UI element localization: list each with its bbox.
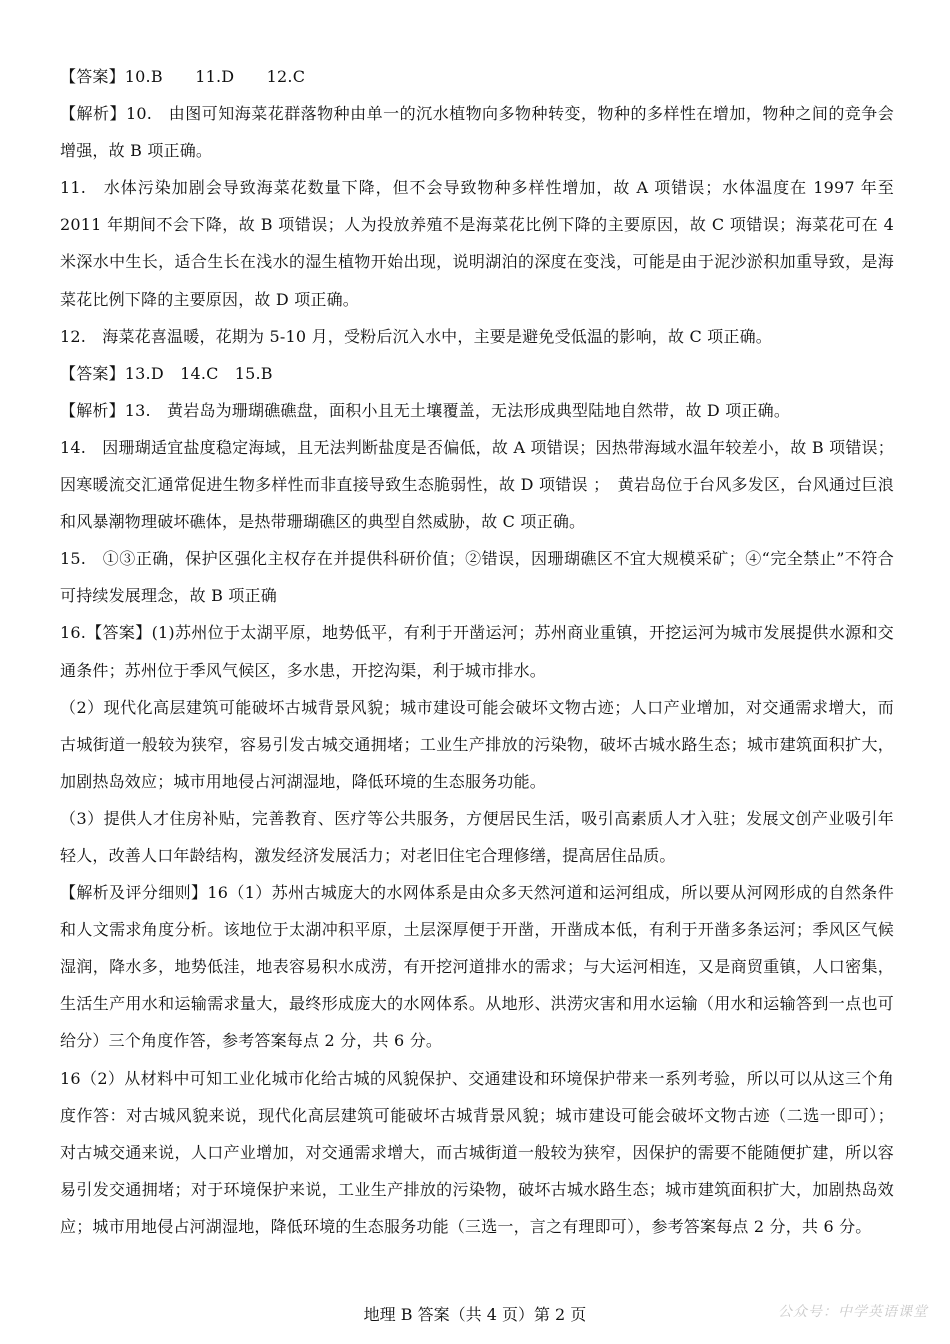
answer-13-15: 【答案】13.D 14.C 15.B <box>60 363 273 383</box>
document-body <box>60 58 900 1245</box>
scoring-16-part2: 16（2）从材料中可知工业化城市化给古城的风貌保护、交通建设和环境保护带来一系列考验，所以可以从这三个角度作答：对古城风貌来说，现代化高层建筑可能破坏古城背景风貌；城市建设可能会破坏文物古迹（二选一即可）；对古城交通来说，人口产业增加，对交通需求增大，而古城街道一般较为狭窄，因保护的需要不能随便扩建，所以容易引发交通拥堵；对于环境保护来说，工业生产排放的污染物，破坏古城水路生态；城市建筑面积扩大，加剧热岛效应；城市用地侵占河湖湿地，降低环境的生态服务功能（三选一，言之有理即可），参考答案每点 2 分，共 6 分。 <box>60 1068 894 1236</box>
answer-16-part2: （2）现代化高层建筑可能破坏古城背景风貌；城市建设可能会破坏文物古迹；人口产业增加，对交通需求增大，而古城街道一般较为狭窄，容易引发古城交通拥堵；工业生产排放的污染物，破坏古城水路生态；城市建筑面积扩大，加剧热岛效应；城市用地侵占河湖湿地，降低环境的生态服务功能。 <box>60 697 894 791</box>
analysis-10: 【解析】10. 由图可知海菜花群落物种由单一的沉水植物向多物种转变，物种的多样性在增加，物种之间的竞争会增强，故 B 项正确。 <box>60 104 894 161</box>
scoring-16-part1: 【解析及评分细则】16（1）苏州古城庞大的水网体系是由众多天然河道和运河组成，所以要从河网形成的自然条件和人文需求角度分析。该地位于太湖冲积平原，土层深厚便于开凿，开凿成本低，有利于开凿多条运河；季风区气候湿润，降水多，地势低洼，地表容易积水成涝，有开挖河道排水的需求；与大运河相连，又是商贸重镇，人口密集，生活生产用水和运输需求量大，最终形成庞大的水网体系。从地形、洪涝灾害和用水运输（用水和运输答到一点也可给分）三个角度作答，参考答案每点 2 分，共 6 分。 <box>60 883 894 1051</box>
answer-10-12: 【答案】10.B 11.D 12.C <box>60 67 306 86</box>
watermark: 公众号：中学英语课堂 <box>778 1304 928 1320</box>
answer-16-part3: （3）提供人才住房补贴，完善教育、医疗等公共服务，方便居民生活，吸引高素质人才入驻；发展文创产业吸引年轻人，改善人口年龄结构，激发经济发展活力；对老旧住宅合理修缮，提高居住品质。 <box>60 808 894 865</box>
analysis-13: 【解析】13. 黄岩岛为珊瑚礁礁盘，面积小且无土壤覆盖，无法形成典型陆地自然带，故 D 项正确。 <box>60 400 791 420</box>
analysis-12: 12. 海菜花喜温暖，花期为 5-10 月，受粉后沉入水中，主要是避免受低温的影响，故 C 项正确。 <box>60 326 772 346</box>
analysis-14: 14. 因珊瑚适宜盐度稳定海域，且无法判断盐度是否偏低，故 A 项错误；因热带海域水温年较差小，故 B 项错误；因寒暖流交汇通常促进生物多样性而非直接导致生态脆弱性，故 D 项错误 ； 黄岩岛位于台风多发区，台风通过巨浪和风暴潮物理破坏礁体，是热带珊瑚礁区的典型自然威胁，故 C 项正确。 <box>60 437 894 532</box>
analysis-11: 11. 水体污染加剧会导致海菜花数量下降，但不会导致物种多样性增加，故 A 项错误；水体温度在 1997 年至 2011 年期间不会下降，故 B 项错误；人为投放养殖不是海菜花比例下降的主要原因，故 C 项错误；海菜花可在 4 米深水中生长，适合生长在浅水的湿生植物开始出现，说明湖泊的深度在变浅，可能是由于泥沙淤积加重导致，是海菜花比例下降的主要原因，故 D 项正确。 <box>60 178 900 309</box>
answer-16-part1: 16.【答案】(1)苏州位于太湖平原，地势低平，有利于开凿运河；苏州商业重镇，开挖运河为城市发展提供水源和交通条件；苏州位于季风气候区，多水患，开挖沟渠，利于城市排水。 <box>60 623 894 680</box>
analysis-15: 15. ①③正确，保护区强化主权存在并提供科研价值；②错误，因珊瑚礁区不宜大规模采矿；④“完全禁止”不符合可持续发展理念，故 B 项正确 <box>60 549 894 606</box>
page-footer: 地理 B 答案（共 4 页）第 2 页 <box>363 1305 587 1324</box>
